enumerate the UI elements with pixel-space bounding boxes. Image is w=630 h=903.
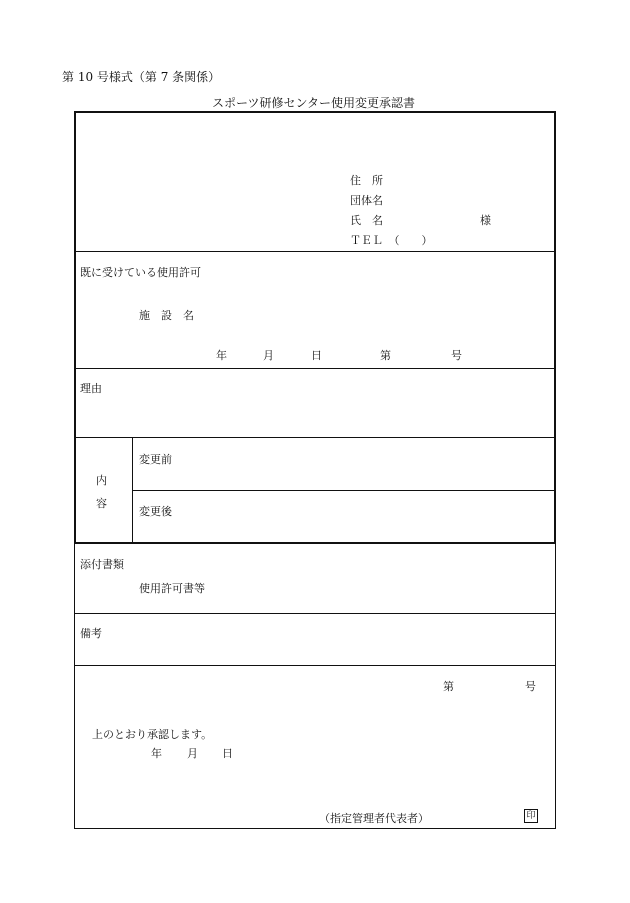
approval-go-label: 号 [525, 680, 536, 693]
seal-stamp-mark: 印 [524, 809, 538, 823]
approval-year-label: 年 [151, 747, 162, 760]
divider-reason [76, 437, 554, 438]
approval-month-label: 月 [187, 747, 198, 760]
permit-dai-label: 第 [380, 349, 391, 362]
permit-go-label: 号 [451, 349, 462, 362]
honorific-sama: 様 [480, 214, 491, 227]
after-change-label: 変更後 [139, 505, 172, 518]
existing-permit-heading: 既に受けている使用許可 [80, 266, 201, 279]
permit-day-label: 日 [311, 349, 322, 362]
attachments-label: 添付書類 [80, 558, 124, 571]
attachments-item: 使用許可書等 [139, 582, 205, 595]
signer-label: （指定管理者代表者） [319, 812, 429, 825]
address-label: 住 所 [350, 174, 383, 187]
divider-attachments [74, 613, 555, 614]
name-label: 氏 名 [350, 214, 383, 227]
content-column-divider [132, 438, 133, 542]
facility-name-label: 施 設 名 [139, 309, 194, 322]
group-name-label: 団体名 [350, 194, 383, 207]
approval-dai-label: 第 [443, 680, 454, 693]
divider-remarks [74, 665, 555, 666]
before-change-label: 変更前 [139, 453, 172, 466]
content-label-top: 内 [96, 474, 107, 487]
content-label-bottom: 容 [96, 497, 107, 510]
reason-label: 理由 [80, 382, 102, 395]
divider-applicant [76, 251, 554, 252]
approval-day-label: 日 [222, 747, 233, 760]
permit-month-label: 月 [263, 349, 274, 362]
approval-statement: 上のとおり承認します。 [92, 728, 213, 741]
tel-label: ＴＥＬ （ ） [350, 234, 433, 247]
form-number: 第 10 号様式（第 7 条関係） [62, 70, 221, 84]
document-title: スポーツ研修センター使用変更承認書 [212, 96, 416, 110]
divider-before-after [133, 490, 554, 491]
upper-form-box [74, 111, 556, 544]
permit-year-label: 年 [216, 349, 227, 362]
divider-permit [76, 368, 554, 369]
remarks-label: 備考 [80, 627, 102, 640]
